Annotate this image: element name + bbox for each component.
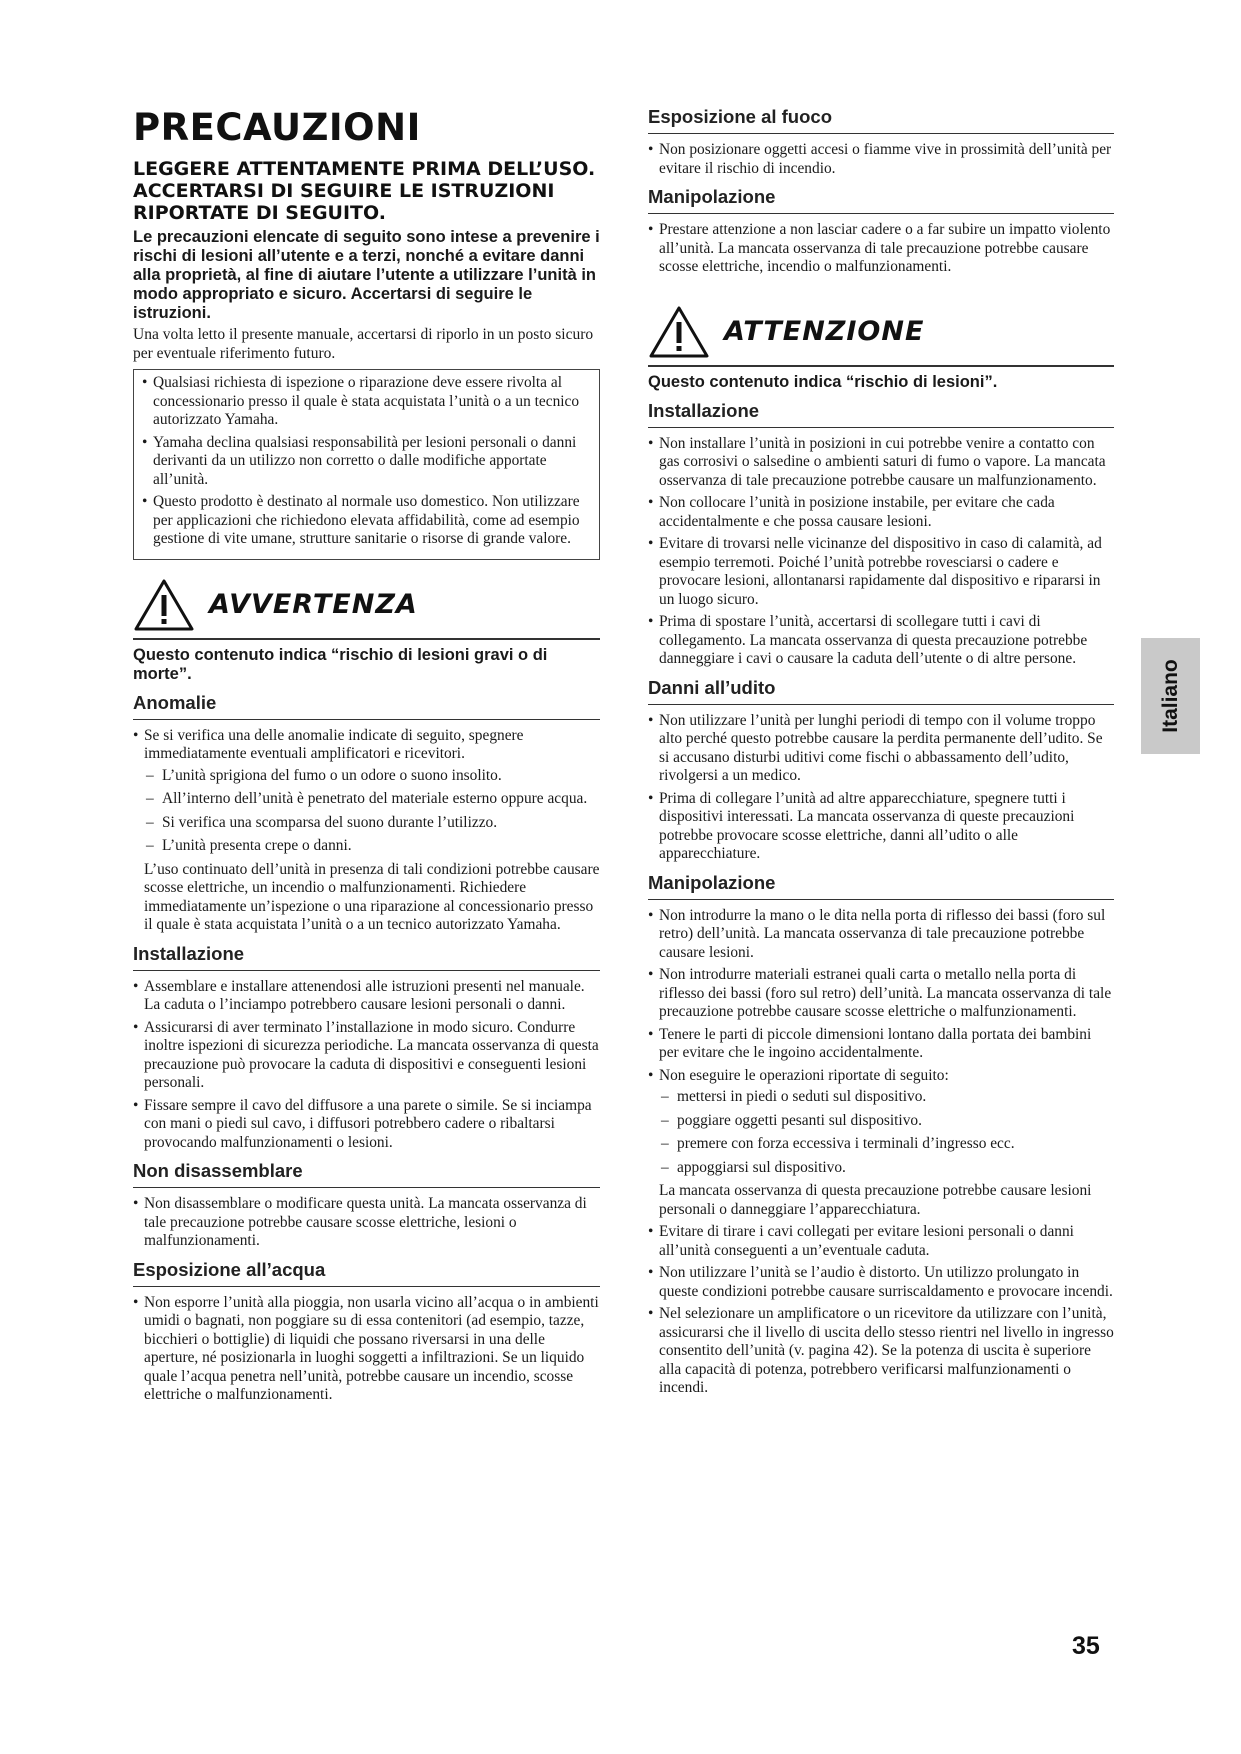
intro-bold-text: Le precauzioni elencate di seguito sono intese a prevenire i rischi di lesioni all’utente e a terzi, nonché a evitare danni alla proprietà, al fine di aiutare l’utente a utilizzare l’unità in modo appropriato e sicuro. Accertarsi di seguire le istruzioni. xyxy=(133,228,600,322)
list-item: • Non utilizzare l’unità se l’audio è distorto. Un utilizzo prolungato in queste condizioni potrebbe causare surriscaldamento e provocare incendi. xyxy=(648,1264,1114,1301)
dash-item: – Si verifica una scomparsa del suono durante l’utilizzo. xyxy=(144,814,600,833)
section-heading-installazione: Installazione xyxy=(133,943,600,971)
attenzione-header xyxy=(648,305,1114,367)
section-heading-manipolazione: Manipolazione xyxy=(648,872,1114,900)
dash-item: – L’unità presenta crepe o danni. xyxy=(144,837,600,856)
section-heading-anomalie: Anomalie xyxy=(133,692,600,720)
notice-item: • Questo prodotto è destinato al normale uso domestico. Non utilizzare per applicazioni che richiedono elevata affidabilità, come ad esempio gestione di vite umane, strutture sanitarie o risorse di grande valore. xyxy=(142,493,589,549)
language-tab-label: Italiano xyxy=(1158,659,1182,733)
list-item: • Assemblare e installare attenendosi alle istruzioni presenti nel manuale. La caduta o l’inciampo potrebbero causare lesioni personali o danni. xyxy=(133,978,600,1015)
list-item: • Non posizionare oggetti accesi o fiamme vive in prossimità dell’unità per evitare il rischio di incendio. xyxy=(648,141,1114,178)
warning-triangle-icon xyxy=(133,578,195,632)
list-item: • Tenere le parti di piccole dimensioni lontano dalla portata dei bambini per evitare che le ingoino accidentalmente. xyxy=(648,1026,1114,1063)
manipolazione-dash-outro: La mancata osservanza di questa precauzione potrebbe causare lesioni personali o danneggiare l’apparecchiatura. xyxy=(659,1182,1092,1218)
list-item: • Non installare l’unità in posizioni in cui potrebbe venire a contatto con gas corrosivi o salsedine o ambienti saturi di fumo o vapore. La mancata osservanza di tale precauzione potrebbe causare un malfunzionamento. xyxy=(648,435,1114,491)
list-item: • Non introdurre la mano o le dita nella porta di riflesso dei bassi (foro sul retro) dell’unità. La mancata osservanza di tale precauzione potrebbe causare lesioni. xyxy=(648,907,1114,963)
warning-triangle-icon xyxy=(648,305,710,359)
avvertenza-title: AVVERTENZA xyxy=(209,589,418,620)
list-item xyxy=(648,1067,1114,1220)
attenzione-title: ATTENZIONE xyxy=(724,316,925,347)
section-heading-non-disassemblare: Non disassemblare xyxy=(133,1160,600,1188)
attenzione-desc: Questo contenuto indica “rischio di lesioni”. xyxy=(648,372,998,391)
list-item: • Non introdurre materiali estranei quali carta o metallo nella porta di riflesso dei bassi (foro sul retro) dell’unità. La mancata osservanza di tale precauzione potrebbe causare scosse elettriche o malfunzionamenti. xyxy=(648,966,1114,1022)
dash-item: – poggiare oggetti pesanti sul dispositivo. xyxy=(659,1112,1114,1131)
list-item-text: Non eseguire le operazioni riportate di seguito: xyxy=(659,1066,949,1084)
dash-item: – All’interno dell’unità è penetrato del materiale esterno oppure acqua. xyxy=(144,790,600,809)
page-subtitle: LEGGERE ATTENTAMENTE PRIMA DELL’USO. ACCERTARSI DI SEGUIRE LE ISTRUZIONI RIPORTATE DI SEGUITO. xyxy=(133,158,596,224)
notice-item: • Yamaha declina qualsiasi responsabilità per lesioni personali o danni derivanti da un utilizzo non corretto o dalle modifiche apportate all’unità. xyxy=(142,434,589,490)
section-heading-esposizione-acqua: Esposizione all’acqua xyxy=(133,1259,600,1287)
dash-item: – L’unità sprigiona del fumo o un odore o suono insolito. xyxy=(144,767,600,786)
list-item-text: Se si verifica una delle anomalie indicate di seguito, spegnere immediatamente eventuali amplificatori e ricevitori. xyxy=(144,726,524,762)
section-heading-danni-udito: Danni all’udito xyxy=(648,677,1114,705)
list-item xyxy=(133,727,600,935)
page-title: PRECAUZIONI xyxy=(133,106,421,149)
section-heading-esposizione-fuoco: Esposizione al fuoco xyxy=(648,106,1114,134)
right-column xyxy=(648,106,1114,1402)
page-number: 35 xyxy=(1072,1632,1100,1660)
dash-item: – premere con forza eccessiva i terminali d’ingresso ecc. xyxy=(659,1135,1114,1154)
list-item: • Prima di spostare l’unità, accertarsi di scollegare tutti i cavi di collegamento. La mancata osservanza di questa precauzione potrebbe danneggiare i cavi o causare la caduta dell’utente o di altre persone. xyxy=(648,613,1114,669)
left-column xyxy=(133,108,600,1409)
intro-text: Una volta letto il presente manuale, accertarsi di riporlo in un posto sicuro per eventuale riferimento futuro. xyxy=(133,326,594,362)
list-item: • Evitare di trovarsi nelle vicinanze del dispositivo in caso di calamità, ad esempio terremoti. Poiché l’unità potrebbe rovesciarsi o cadere e provocare lesioni, allontanarsi rapidamente dal dispositivo e ripararsi in un luogo sicuro. xyxy=(648,535,1114,609)
notice-box xyxy=(133,369,600,560)
avvertenza-header xyxy=(133,578,600,640)
list-item: • Non disassemblare o modificare questa unità. La mancata osservanza di tale precauzione potrebbe causare scosse elettriche, lesioni o malfunzionamenti. xyxy=(133,1195,600,1251)
list-item: • Non collocare l’unità in posizione instabile, per evitare che cada accidentalmente e che possa causare lesioni. xyxy=(648,494,1114,531)
notice-item: • Qualsiasi richiesta di ispezione o riparazione deve essere rivolta al concessionario presso il quale è stata acquistata l’unità o a un tecnico autorizzato Yamaha. xyxy=(142,374,589,430)
list-item: • Non utilizzare l’unità per lunghi periodi di tempo con il volume troppo alto perché questo potrebbe causare la perdita permanente dell’udito. Se si accusano disturbi uditivi come fischi o abbassamento dell’udito, rivolgersi a un medico. xyxy=(648,712,1114,786)
dash-item: – mettersi in piedi o seduti sul dispositivo. xyxy=(659,1088,1114,1107)
language-tab xyxy=(1141,638,1200,754)
section-heading-installazione: Installazione xyxy=(648,400,1114,428)
anomalie-outro: L’uso continuato dell’unità in presenza di tali condizioni potrebbe causare scosse elettriche, un incendio o malfunzionamenti. Richiedere immediatamente un’ispezione o una riparazione al concessionario presso il quale è stata acquistata l’unità o a un tecnico autorizzato Yamaha. xyxy=(144,860,600,933)
list-item: • Prima di collegare l’unità ad altre apparecchiature, spegnere tutti i dispositivi interessati. La mancata osservanza di queste precauzioni potrebbe provocare scosse elettriche, danni all’udito o alle apparecchiature. xyxy=(648,790,1114,864)
section-heading-manipolazione: Manipolazione xyxy=(648,186,1114,214)
dash-item: – appoggiarsi sul dispositivo. xyxy=(659,1159,1114,1178)
list-item: • Nel selezionare un amplificatore o un ricevitore da utilizzare con l’unità, assicurarsi che il livello di uscita dello stesso rientri nel livello in ingresso consentito dell’unità (v. pagina 42). Se la potenza di uscita è superiore alla capacità di potenza, potrebbero verificarsi malfunzionamenti o incendi. xyxy=(648,1305,1114,1398)
list-item: • Fissare sempre il cavo del diffusore a una parete o simile. Se si inciampa con mani o piedi sul cavo, i diffusori potrebbero cadere o ribaltarsi provocando malfunzionamenti o lesioni. xyxy=(133,1097,600,1153)
list-item: • Assicurarsi di aver terminato l’installazione in modo sicuro. Condurre inoltre ispezioni di sicurezza periodiche. La mancata osservanza di questa precauzione può provocare la caduta di dispositivi e conseguenti lesioni personali. xyxy=(133,1019,600,1093)
list-item: • Non esporre l’unità alla pioggia, non usarla vicino all’acqua o in ambienti umidi o bagnati, non poggiare su di essa contenitori (ad esempio, tazze, bicchieri o bottiglie) di liquidi che possano riversarsi in una delle aperture, né posizionarla in luoghi soggetti a infiltrazioni. Se un liquido quale l’acqua penetra nell’unità, potrebbe causare un incendio, scosse elettriche o malfunzionamenti. xyxy=(133,1294,600,1405)
list-item: • Prestare attenzione a non lasciar cadere o a far subire un impatto violento all’unità. La mancata osservanza di tale precauzione potrebbe causare scosse elettriche, incendio o malfunzionamenti. xyxy=(648,221,1114,277)
list-item: • Evitare di tirare i cavi collegati per evitare lesioni personali o danni all’unità conseguenti a un’eventuale caduta. xyxy=(648,1223,1114,1260)
avvertenza-desc: Questo contenuto indica “rischio di lesioni gravi o di morte”. xyxy=(133,645,548,683)
